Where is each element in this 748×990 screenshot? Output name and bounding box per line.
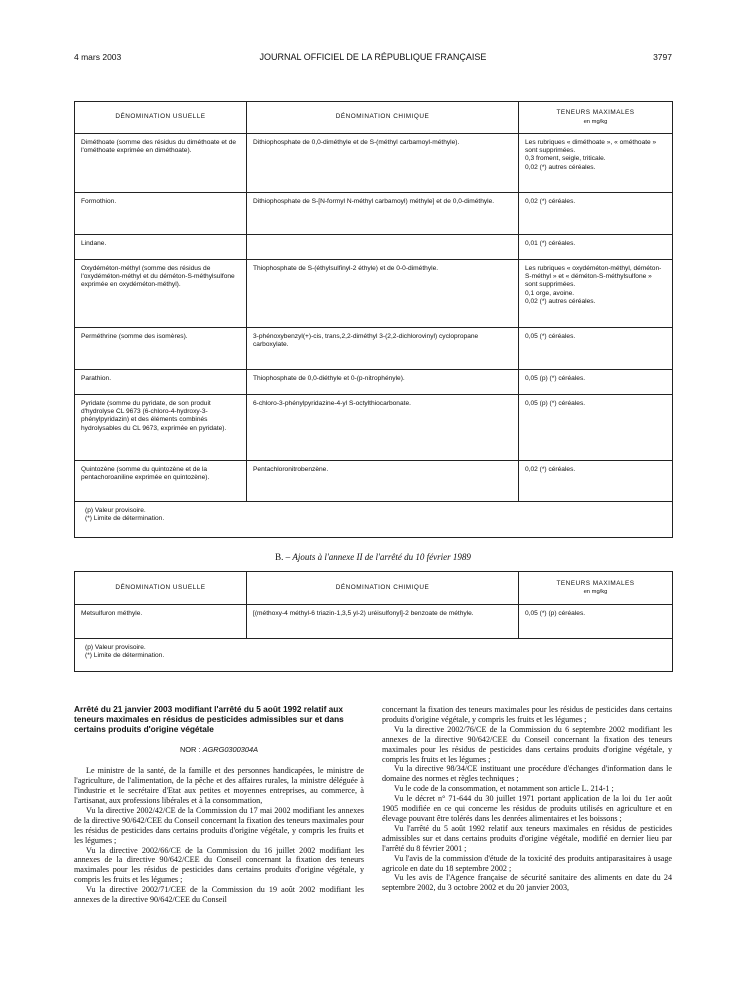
max-level-cell [519, 328, 673, 370]
header-chemical-name: DÉNOMINATION CHIMIQUE [247, 572, 519, 605]
table-row [75, 260, 673, 328]
nor-code: AGRG0300304A [202, 745, 259, 755]
article-paragraph: Vu l'avis de la commission d'étude de la toxicité des produits antiparasitaires à usage agricole en date du 18 septembre 2002 ; [382, 853, 672, 873]
table-row [75, 134, 673, 193]
max-level-line: Les rubriques « oxydéméton-méthyl, déméton-S-méthyl » et « déméton-S-méthylsulfone » sont supprimées. [525, 265, 662, 289]
max-level-cell [519, 605, 673, 639]
article-paragraph: Vu le décret n° 71-644 du 30 juillet 1971 portant application de la loi du 1er août 1905 modifiée en ce qui concerne les résidus de produits utilisés en agriculture et en élevage pouvant être tolérés dans les denrées alimentaires et les boissons ; [382, 794, 672, 823]
article-paragraph: Vu la directive 2002/76/CE de la Commission du 6 septembre 2002 modifiant les annexes de la directive 90/642/CEE du Conseil concernant la fixation des teneurs maximales pour les résidus de pesticides dans certains produits d'origine végétale, y compris les fruits et les légumes ; [382, 724, 672, 764]
table-row [75, 605, 673, 639]
table-notes-row [75, 639, 673, 672]
nor-reference [74, 745, 364, 755]
table-notes [75, 502, 673, 538]
header-unit: en mg/kg [583, 118, 608, 125]
table-row [75, 235, 673, 260]
chemical-name-cell: Pentachloronitrobenzène. [247, 461, 519, 502]
usual-name-cell: Formothion. [75, 193, 247, 235]
max-level-cell [519, 260, 673, 328]
chemical-name-cell: Dithiophosphate de 0,0-diméthyle et de S-(méthyl carbamoyl-méthyle). [247, 134, 519, 193]
usual-name-cell: Oxydéméton-méthyl (somme des résidus de l'oxydéméton-méthyl et du déméton-S-méthylsulfone exprimée en oxydéméton-méthyl). [75, 260, 247, 328]
article-paragraph: Vu la directive 2002/66/CE de la Commission du 16 juillet 2002 modifiant les annexes de la directive 90/642/CEE du Conseil concernant la fixation des teneurs maximales pour les résidus de pesticides dans certains produits d'origine végétale, y compris les fruits et les légumes ; [74, 845, 364, 885]
note-detection-limit: (*) Limite de détermination. [85, 652, 165, 660]
article-paragraph: Vu l'arrêté du 5 août 1992 relatif aux teneurs maximales en résidus de pesticides admissibles sur et dans certains produits d'origine végétale, modifié en dernier lieu par l'arrêté du 8 février 2001 ; [382, 823, 672, 853]
article-paragraph: Vu la directive 2002/71/CEE de la Commission du 19 août 2002 modifiant les annexes de la directive 90/642/CEE du Conseil [74, 885, 364, 905]
max-level-line: 0,02 (*) autres céréales. [525, 163, 596, 171]
note-provisional: (p) Valeur provisoire. [85, 644, 146, 651]
max-level-line: 0,1 orge, avoine. [525, 289, 575, 297]
article-paragraph: Vu la directive 2002/42/CE de la Commission du 17 mai 2002 modifiant les annexes de la directive 90/642/CEE du Conseil concernant la fixation des teneurs maximales pour les résidus de pesticides dans certains produits d'origine végétale, y compris les fruits et les légumes ; [74, 805, 364, 845]
header-unit: en mg/kg [583, 589, 608, 595]
chemical-name-cell: [(méthoxy-4 méthyl-6 triazin-1,3,5 yl-2) uréisulfonyl]-2 benzoate de méthyle. [247, 605, 519, 639]
usual-name-cell: Metsulfuron méthyle. [75, 605, 247, 639]
issue-date: 4 mars 2003 [74, 52, 122, 62]
max-level-cell [519, 370, 673, 395]
table-row [75, 395, 673, 461]
header-max-levels-label: TENEURS MAXIMALES [556, 579, 635, 587]
chemical-name-cell: 3-phénoxybenzyl(+)-cis, trans,2,2-diméthyl 3-(2,2-dichlorovinyl) cyclopropane carboxylate. [247, 328, 519, 370]
chemical-name-cell [247, 235, 519, 260]
max-level-line: 0,05 (*) céréales. [525, 333, 576, 340]
max-level-line: 0,05 (p) (*) céréales. [525, 400, 586, 407]
header-max-levels-label: TENEURS MAXIMALES [556, 109, 635, 117]
usual-name-cell: Diméthoate (somme des résidus du diméthoate et de l'ométhoate exprimée en diméthoate). [75, 134, 247, 193]
max-level-cell [519, 193, 673, 235]
usual-name-cell: Quintozène (somme du quintozène et de la pentachoroaniline exprimée en quintozène). [75, 461, 247, 502]
residues-table-b [74, 571, 673, 672]
article-right-column [382, 705, 672, 893]
max-level-line: 0,02 (*) autres céréales. [525, 297, 596, 305]
table-notes-row [75, 502, 673, 538]
table-row [75, 461, 673, 502]
max-level-line: 0,05 (*) (p) céréales. [525, 610, 586, 617]
table-row [75, 193, 673, 235]
max-level-cell [519, 235, 673, 260]
table-row [75, 328, 673, 370]
max-level-line: 0,01 (*) céréales. [525, 240, 576, 247]
max-level-line: 0,02 (*) céréales. [525, 466, 576, 473]
chemical-name-cell: 6-chloro-3-phénylpyridazine-4-yl S-octylthiocarbonate. [247, 395, 519, 461]
journal-title: JOURNAL OFFICIEL DE LA RÉPUBLIQUE FRANÇAISE [259, 52, 487, 62]
usual-name-cell: Perméthrine (somme des isomères). [75, 328, 247, 370]
max-level-cell [519, 134, 673, 193]
chemical-name-cell: Thiophosphate de 0,0-diéthyle et 0-(p-nitrophényle). [247, 370, 519, 395]
residues-table-a [74, 101, 673, 538]
article-paragraph: Vu le code de la consommation, et notamment son article L. 214-1 ; [394, 784, 614, 794]
max-level-line: 0,02 (*) céréales. [525, 198, 576, 205]
article-paragraph: Vu la directive 98/34/CE instituant une procédure d'échanges d'information dans le domaine des normes et règles techniques ; [382, 764, 672, 784]
note-detection-limit: (*) Limite de détermination. [85, 515, 165, 523]
usual-name-cell: Lindane. [75, 235, 247, 260]
note-provisional: (p) Valeur provisoire. [85, 507, 146, 514]
page-number: 3797 [653, 52, 672, 62]
max-level-line: 0,3 froment, seigle, triticale. [525, 155, 606, 163]
subtitle-prefix: B. – [275, 552, 291, 562]
article-paragraph: Vu les avis de l'Agence française de sécurité sanitaire des aliments en date du 24 septembre 2002, du 3 octobre 2002 et du 20 janvier 2003, [382, 873, 672, 893]
max-level-line: Les rubriques « diméthoate », « ométhoate » sont supprimées. [525, 139, 657, 155]
table-row [75, 370, 673, 395]
header-usual-name: DÉNOMINATION USUELLE [75, 102, 247, 134]
article-paragraph-continuation: concernant la fixation des teneurs maximales pour les résidus de pesticides dans certains produits d'origine végétale, y compris les fruits et les légumes ; [382, 705, 672, 724]
chemical-name-cell: Dithiophosphate de S-[N-formyl N-méthyl carbamoyl) méthyle] et de 0,0-diméthyle. [247, 193, 519, 235]
article-paragraph: Le ministre de la santé, de la famille et des personnes handicapées, le ministre de l'agriculture, de l'alimentation, de la pêche et des affaires rurales, la ministre déléguée à l'industrie et le secrétaire d'Etat aux petites et moyennes entreprises, au commerce, à l'artisanat, aux professions libérales et à la consommation, [74, 766, 364, 806]
nor-label: NOR : [179, 745, 201, 755]
header-max-levels [519, 572, 673, 605]
usual-name-cell: Pyridate (somme du pyridate, de son produit d'hydrolyse CL 9673 (6-chloro-4-hydroxy-3-phénylpyridazin) et des éléments combinés hydrolysables du CL 9673, exprimée en pyridate). [75, 395, 247, 461]
header-max-levels [519, 102, 673, 134]
chemical-name-cell: Thiophosphate de S-(éthylsulfinyl-2 éthyle) et de 0-0-diméthyle. [247, 260, 519, 328]
header-usual-name: DÉNOMINATION USUELLE [75, 572, 247, 605]
table-notes [75, 639, 673, 672]
subtitle-text: Ajouts à l'annexe II de l'arrêté du 10 février 1989 [292, 552, 471, 562]
usual-name-cell: Parathion. [75, 370, 247, 395]
header-chemical-name: DÉNOMINATION CHIMIQUE [247, 102, 519, 134]
page-header [74, 52, 672, 66]
max-level-cell [519, 395, 673, 461]
max-level-cell [519, 461, 673, 502]
annex-subtitle [74, 552, 672, 562]
max-level-line: 0,05 (p) (*) céréales. [525, 375, 586, 382]
article-left-column [74, 705, 364, 905]
article-title: Arrêté du 21 janvier 2003 modifiant l'arrêté du 5 août 1992 relatif aux teneurs maximales en résidus de pesticides admissibles sur et dans certains produits d'origine végétale [74, 704, 344, 734]
